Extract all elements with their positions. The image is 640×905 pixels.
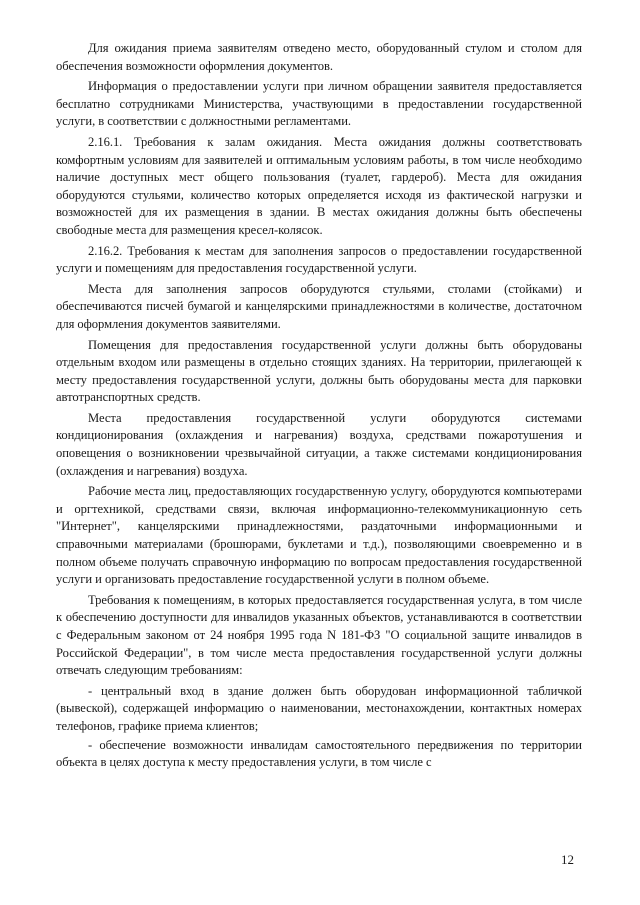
paragraph-premises: Помещения для предоставления государственной услуги должны быть оборудованы отдельным входом или размещены в отдельно стоящих зданиях. На территории, прилегающей к месту предоставления государственной услуги, должны быть оборудованы места для парковки автотранспортных средств. (56, 337, 582, 405)
paragraph-conditioning: Места предоставления государственной услуги оборудуются системами кондиционирования (охлаждения и нагревания) воздуха, средствами пожаротушения и оповещения о возникновении чрезвычайной ситуации, а также системами кондиционирования (охлаждения и нагревания) воздуха. (56, 410, 582, 478)
list-item-central-entrance: - центральный вход в здание должен быть оборудован информационной табличкой (вывеской), содержащей информацию о наименовании, местонахождении, контактных номерах телефонов, графике приема клиентов; (56, 683, 582, 733)
paragraph-waiting-place: Для ожидания приема заявителям отведено место, оборудованный стулом и столом для обеспечения возможности оформления документов. (56, 41, 582, 73)
document-body (56, 40, 582, 772)
list-item-independent-movement: - обеспечение возможности инвалидам самостоятельного передвижения по территории объекта в целях доступа к месту предоставления услуги, в том числе с (56, 737, 582, 770)
paragraph-information-free: Информация о предоставлении услуги при личном обращении заявителя предоставляется бесплатно сотрудниками Министерства, участвующими в предоставлении государственной услуги, в соответствии с должностными регламентами. (56, 79, 582, 129)
paragraph-2-16-2: 2.16.2. Требования к местам для заполнения запросов о предоставлении государственной услуги и помещениям для предоставления государственной услуги. (56, 243, 582, 276)
paragraph-2-16-1: 2.16.1. Требования к залам ожидания. Места ожидания должны соответствовать комфортным условиям для заявителей и оптимальным условиям работы, в том числе необходимо наличие доступных мест общего пользования (туалет, гардероб). Места для ожидания оборудуются стульями, количество которых определяется исходя из фактической нагрузки и возможностей для их размещения в здании. В местах ожидания должны быть обеспечены свободные места для размещения кресел-колясок. (56, 134, 582, 237)
paragraph-request-places: Места для заполнения запросов оборудуются стульями, столами (стойками) и обеспечиваются писчей бумагой и канцелярскими принадлежностями в количестве, достаточном для оформления документов заявителями. (56, 281, 582, 331)
page-number: 12 (561, 852, 574, 867)
paragraph-accessibility-requirements: Требования к помещениям, в которых предоставляется государственная услуга, в том числе к обеспечению доступности для инвалидов указанных объектов, устанавливаются в соответствии с Федеральным законом от 24 ноября 1995 года N 181-ФЗ "О социальной защите инвалидов в Российской Федерации", в том числе места предоставления государственной услуги должны отвечать следующим требованиям: (56, 592, 582, 678)
paragraph-workplaces: Рабочие места лиц, предоставляющих государственную услугу, оборудуются компьютерами и оргтехникой, средствами связи, включая информационно-телекоммуникационную сеть "Интернет", канцелярскими принадлежностями, раздаточными информационными и справочными материалами (брошюрами, буклетами и т.д.), позволяющими своевременно и в полном объеме получать справочную информацию по вопросам предоставления государственной услуги и организовать предоставление государственной услуги в полном объеме. (56, 484, 582, 587)
